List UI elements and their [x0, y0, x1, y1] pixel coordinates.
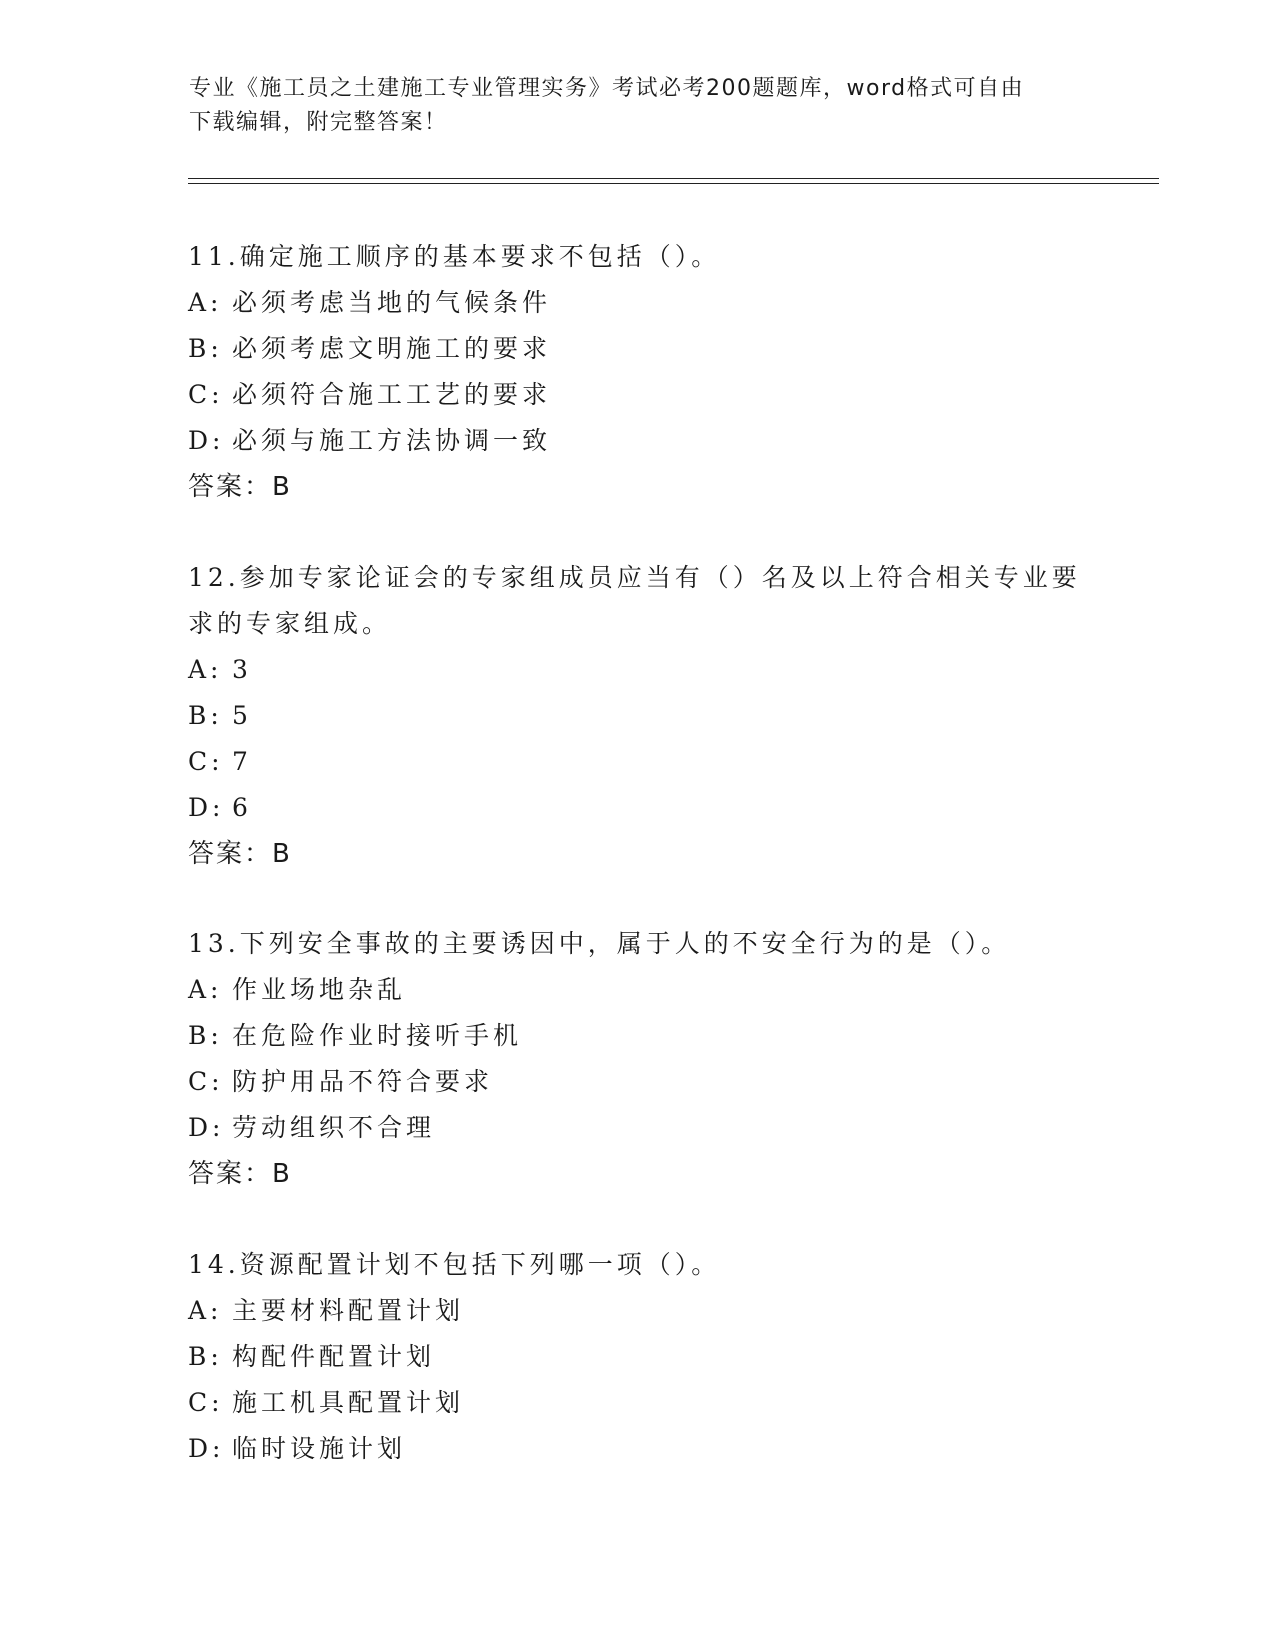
document-header [189, 72, 1089, 140]
option-b [188, 326, 1088, 372]
answer: 答案：B [188, 472, 292, 502]
option-d [188, 785, 1088, 831]
option-c [188, 739, 1088, 785]
answer: 答案：B [188, 1159, 292, 1189]
option-text: 劳动组织不合理 [232, 1113, 436, 1142]
header-divider-bottom [188, 183, 1159, 184]
option-a [188, 280, 1088, 326]
option-key: A: [188, 288, 223, 317]
option-key: C: [188, 1067, 224, 1096]
option-text: 主要材料配置计划 [232, 1296, 465, 1325]
answer: 答案：B [188, 839, 292, 869]
option-key: C: [188, 747, 224, 776]
option-c [188, 372, 1088, 418]
option-d [188, 418, 1088, 464]
option-d [188, 1105, 1088, 1151]
question-14 [188, 1242, 1088, 1472]
option-text: 在危险作业时接听手机 [232, 1021, 523, 1050]
option-text: 必须考虑当地的气候条件 [232, 288, 552, 317]
option-text: 5 [232, 701, 252, 730]
question-13 [188, 921, 1088, 1197]
option-key: A: [188, 655, 223, 684]
option-text: 6 [232, 793, 252, 822]
question-stem: 12.参加专家论证会的专家组成员应当有（）名及以上符合相关专业要求的专家组成。 [188, 563, 1081, 638]
question-stem: 13.下列安全事故的主要诱因中，属于人的不安全行为的是（）。 [188, 929, 1011, 958]
option-key: C: [188, 380, 224, 409]
option-key: B: [188, 334, 223, 363]
option-text: 7 [232, 747, 252, 776]
option-key: D: [188, 1113, 225, 1142]
option-key: A: [188, 1296, 223, 1325]
option-key: C: [188, 1388, 224, 1417]
option-c [188, 1059, 1088, 1105]
option-c [188, 1380, 1088, 1426]
question-11 [188, 234, 1088, 510]
option-key: D: [188, 1434, 225, 1463]
option-b [188, 1013, 1088, 1059]
option-key: A: [188, 975, 223, 1004]
option-text: 必须考虑文明施工的要求 [232, 334, 552, 363]
option-key: D: [188, 426, 225, 455]
header-divider-top [188, 178, 1159, 179]
option-text: 必须与施工方法协调一致 [232, 426, 552, 455]
option-b [188, 693, 1088, 739]
option-text: 构配件配置计划 [232, 1342, 436, 1371]
option-text: 防护用品不符合要求 [232, 1067, 494, 1096]
option-text: 必须符合施工工艺的要求 [232, 380, 552, 409]
option-key: D: [188, 793, 225, 822]
option-key: B: [188, 701, 223, 730]
option-text: 临时设施计划 [232, 1434, 407, 1463]
option-text: 施工机具配置计划 [232, 1388, 465, 1417]
option-a [188, 967, 1088, 1013]
header-title-line2: 下载编辑，附完整答案！ [189, 110, 448, 135]
option-d [188, 1426, 1088, 1472]
question-stem: 14.资源配置计划不包括下列哪一项（）。 [188, 1250, 721, 1279]
option-text: 3 [232, 655, 252, 684]
header-title-line1: 专业《施工员之土建施工专业管理实务》考试必考200题题库，word格式可自由 [189, 76, 1025, 101]
question-stem: 11.确定施工顺序的基本要求不包括（）。 [188, 242, 721, 271]
option-key: B: [188, 1021, 223, 1050]
question-12 [188, 555, 1088, 877]
option-a [188, 1288, 1088, 1334]
option-text: 作业场地杂乱 [232, 975, 407, 1004]
option-b [188, 1334, 1088, 1380]
option-a [188, 647, 1088, 693]
option-key: B: [188, 1342, 223, 1371]
